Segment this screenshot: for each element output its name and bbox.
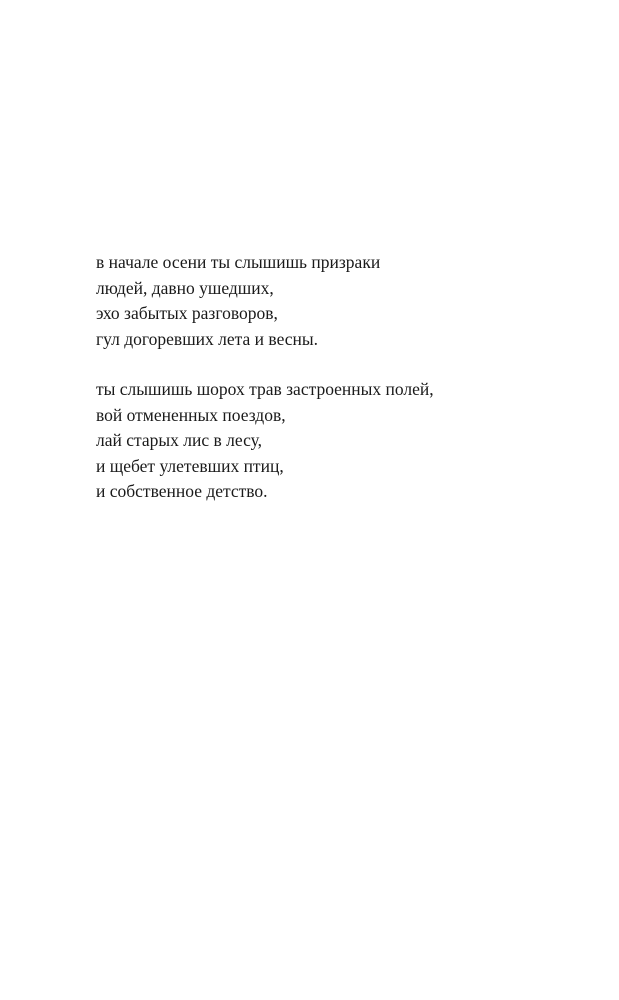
poem-line: лай старых лис в лесу,: [96, 430, 262, 450]
poem: [96, 250, 596, 505]
poem-line: вой отмененных поездов,: [96, 404, 286, 425]
poem-line: людей, давно ушедших,: [96, 277, 274, 298]
poem-line: в начале осени ты слышишь призраки: [96, 252, 381, 272]
stanza-1: [96, 250, 596, 352]
poem-line: и щебет улетевших птиц,: [96, 455, 284, 476]
stanza-2: [96, 377, 596, 505]
poem-line: ты слышишь шорох трав застроенных полей,: [96, 379, 434, 399]
poem-line: эхо забытых разговоров,: [96, 303, 278, 323]
poem-line: гул догоревших лета и весны.: [96, 328, 319, 349]
poem-line: и собственное детство.: [96, 481, 268, 501]
